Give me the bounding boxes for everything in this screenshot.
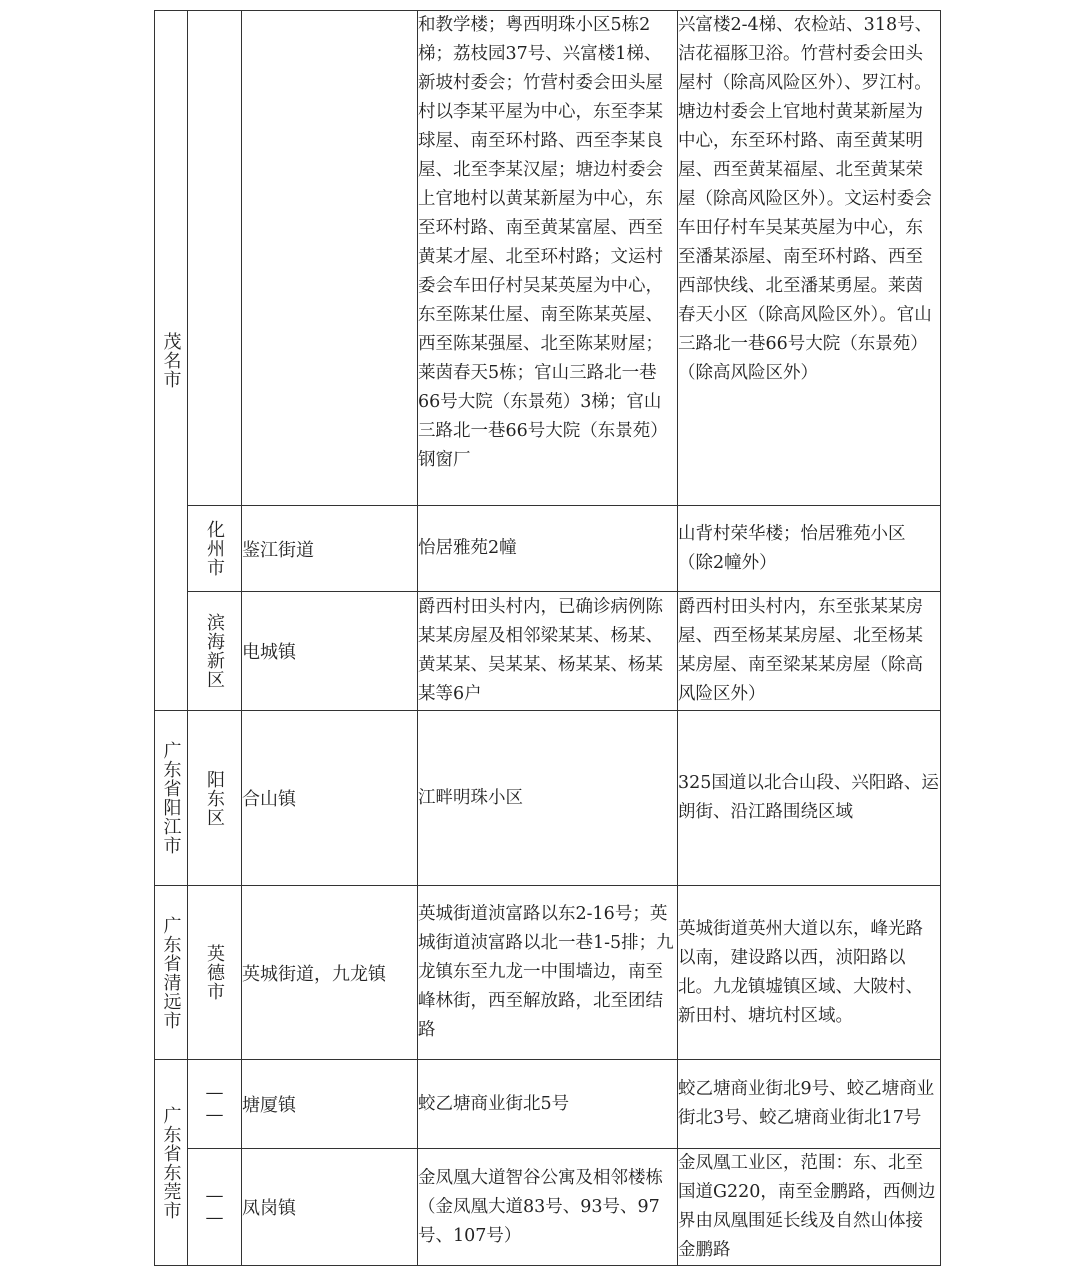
district-cell [188, 11, 242, 506]
district-cell: 英德市 [188, 886, 242, 1060]
high-risk-cell: 和教学楼；粤西明珠小区5栋2梯；荔枝园37号、兴富楼1梯、新坡村委会；竹营村委会田头屋村以李某平屋为中心，东至李某球屋、南至环村路、西至李某良屋、北至李某汉屋；塘边村委会上官地村以黄某新屋为中心，东至环村路、南至黄某富屋、西至黄某才屋、北至环村路；文运村委会车田仔村吴某英屋为中心，东至陈某仕屋、南至陈某英屋、西至陈某强屋、北至陈某财屋；莱茵春天5栋；官山三路北一巷66号大院（东景苑）3梯；官山三路北一巷66号大院（东景苑）钢窗厂 [418, 11, 678, 506]
medium-risk-cell: 蛟乙塘商业街北9号、蛟乙塘商业街北3号、蛟乙塘商业街北17号 [678, 1060, 941, 1149]
medium-risk-cell: 兴富楼2-4梯、农检站、318号、洁花福豚卫浴。竹营村委会田头屋村（除高风险区外）、罗江村。塘边村委会上官地村黄某新屋为中心，东至环村路、南至黄某明屋、西至黄某福屋、北至黄某荣屋（除高风险区外）。文运村委会车田仔村车吴某英屋为中心，东至潘某添屋、南至环村路、西至西部快线、北至潘某勇屋。莱茵春天小区（除高风险区外）。官山三路北一巷66号大院（东景苑）（除高风险区外） [678, 11, 941, 506]
table-row [155, 506, 941, 592]
high-risk-cell: 江畔明珠小区 [418, 711, 678, 886]
table-row [155, 11, 941, 506]
province-cell: 广东省阳江市 [155, 711, 188, 886]
district-cell: 化州市 [188, 506, 242, 592]
high-risk-cell: 英城街道浈富路以东2-16号；英城街道浈富路以北一巷1-5排；九龙镇东至九龙一中围墙边，南至峰林街，西至解放路，北至团结路 [418, 886, 678, 1060]
province-cell: 茂名市 [155, 11, 188, 711]
table-row [155, 886, 941, 1060]
medium-risk-cell: 爵西村田头村内，东至张某某房屋、西至杨某某房屋、北至杨某某房屋、南至梁某某房屋（除高风险区外） [678, 592, 941, 711]
district-cell: —— [188, 1149, 242, 1266]
town-cell: 鉴江街道 [242, 506, 418, 592]
town-cell: 英城街道，九龙镇 [242, 886, 418, 1060]
town-cell [242, 11, 418, 506]
district-cell: —— [188, 1060, 242, 1149]
medium-risk-cell: 325国道以北合山段、兴阳路、运朗街、沿江路围绕区域 [678, 711, 941, 886]
table-row [155, 592, 941, 711]
table-row [155, 1149, 941, 1266]
high-risk-cell: 金凤凰大道智谷公寓及相邻楼栋（金凤凰大道83号、93号、97号、107号） [418, 1149, 678, 1266]
high-risk-cell: 蛟乙塘商业街北5号 [418, 1060, 678, 1149]
town-cell: 电城镇 [242, 592, 418, 711]
town-cell: 凤岗镇 [242, 1149, 418, 1266]
high-risk-cell: 怡居雅苑2幢 [418, 506, 678, 592]
town-cell: 塘厦镇 [242, 1060, 418, 1149]
table-row [155, 1060, 941, 1149]
province-cell: 广东省东莞市 [155, 1060, 188, 1266]
table-row [155, 711, 941, 886]
medium-risk-cell: 金凤凰工业区，范围：东、北至国道G220，南至金鹏路，西侧边界由凤凰围延长线及自然山体接金鹏路 [678, 1149, 941, 1266]
province-cell: 广东省清远市 [155, 886, 188, 1060]
town-cell: 合山镇 [242, 711, 418, 886]
district-cell: 滨海新区 [188, 592, 242, 711]
district-cell: 阳东区 [188, 711, 242, 886]
medium-risk-cell: 山背村荣华楼；怡居雅苑小区（除2幢外） [678, 506, 941, 592]
high-risk-cell: 爵西村田头村内，已确诊病例陈某某房屋及相邻梁某某、杨某、黄某某、吴某某、杨某某、杨某某等6户 [418, 592, 678, 711]
risk-area-table [154, 10, 941, 1266]
medium-risk-cell: 英城街道英州大道以东，峰光路以南，建设路以西，浈阳路以北。九龙镇墟镇区域、大陂村、新田村、塘坑村区域。 [678, 886, 941, 1060]
